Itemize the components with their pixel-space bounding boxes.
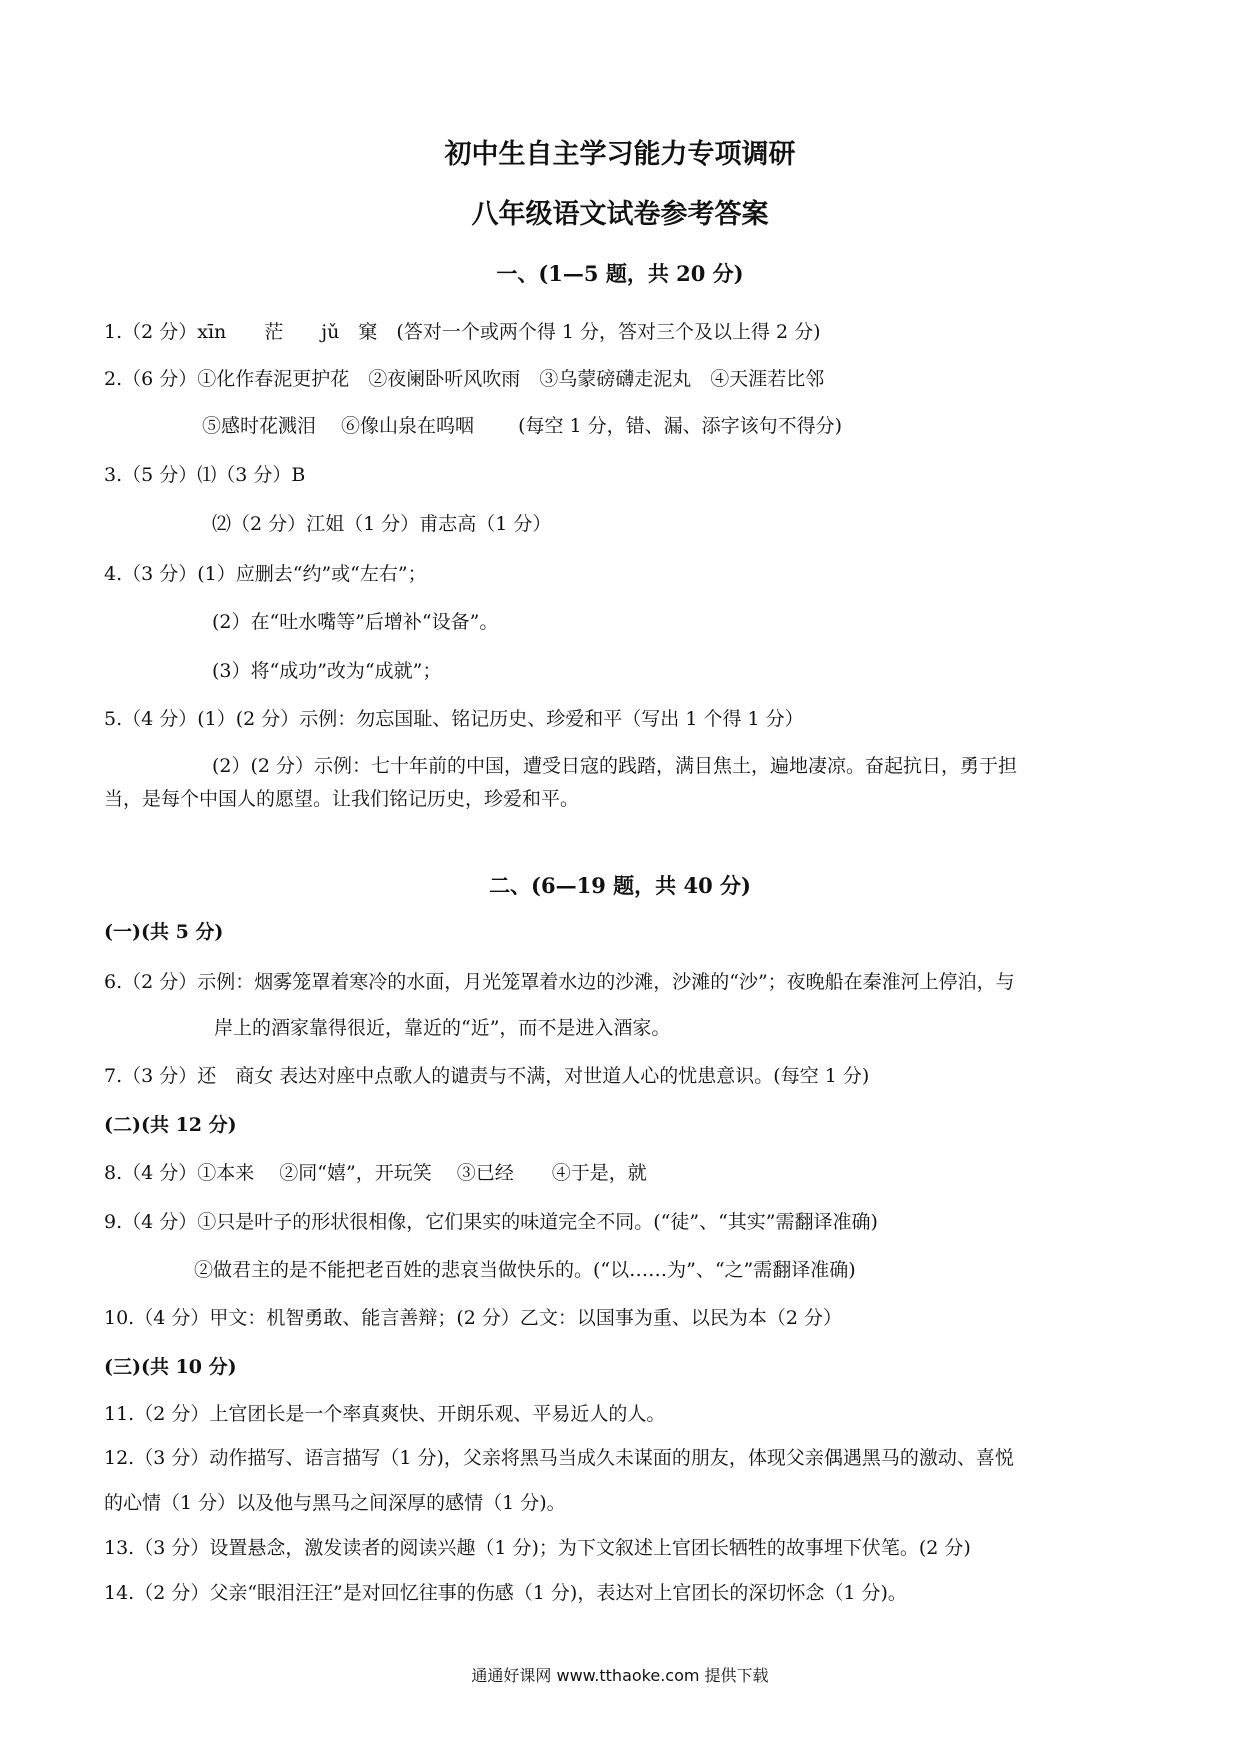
answer-line-q1: 1.（2 分）xīn 茫 jǔ 窠 (答对一个或两个得 1 分，答对三个及以上得 2 分) [104,321,821,343]
answer-line-q14: 14.（2 分）父亲“眼泪汪汪”是对回忆往事的伤感（1 分)，表达对上官团长的深切怀念（1 分)。 [104,1582,907,1604]
answer-line-q10: 10.（4 分）甲文：机智勇敢、能言善辩；(2 分）乙文：以国事为重、以民为本（2 分） [104,1307,843,1329]
answer-line-q4a: 4.（3 分）(1）应删去“约”或“左右”； [104,563,427,585]
answer-line-q3b: ⑵（2 分）江姐（1 分）甫志高（1 分） [212,513,552,535]
answer-line-q13: 13.（3 分）设置悬念，激发读者的阅读兴趣（1 分)；为下文叙述上官团长牺牲的故事埋下伏笔。(2 分) [104,1537,971,1559]
answer-line-q12a: 12.（3 分）动作描写、语言描写（1 分)，父亲将黑马当成久未谋面的朋友，体现父亲偶遇黑马的激动、喜悦 [104,1447,1014,1469]
answer-line-q12b: 的心情（1 分）以及他与黑马之间深厚的感情（1 分)。 [104,1492,566,1514]
answer-line-q8: 8.（4 分）①本来 ②同“嬉”，开玩笑 ③已经 ④于是，就 [104,1162,647,1184]
answer-line-q3a: 3.（5 分）⑴（3 分）B [104,464,306,486]
answer-line-q6b: 岸上的酒家靠得很近，靠近的“近”，而不是进入酒家。 [214,1017,671,1039]
section-heading-2: 二、(6—19 题，共 40 分) [489,873,751,898]
answer-line-q7: 7.（3 分）还 商女 表达对座中点歌人的谴责与不满，对世道人心的忧患意识。(每空 1 分) [104,1065,870,1087]
answer-line-q11: 11.（2 分）上官团长是一个率真爽快、开朗乐观、平易近人的人。 [104,1403,666,1425]
answer-line-q4c: (3）将“成功”改为“成就”； [212,660,442,682]
section-heading-1: 一、(1—5 题，共 20 分) [496,261,744,286]
answer-line-q4b: (2）在“吐水嘴等”后增补“设备”。 [212,611,499,633]
doc-subtitle: 八年级语文试卷参考答案 [471,199,769,230]
part-heading-2: (二)(共 12 分) [104,1114,237,1136]
answer-line-q5c: 当，是每个中国人的愿望。让我们铭记历史，珍爱和平。 [104,788,580,810]
part-heading-1: (一)(共 5 分) [104,921,224,943]
answer-line-q2b: ⑤感时花溅泪 ⑥像山泉在呜咽 (每空 1 分，错、漏、添字该句不得分) [202,415,843,437]
answer-line-q6a: 6.（2 分）示例：烟雾笼罩着寒冷的水面，月光笼罩着水边的沙滩，沙滩的“沙”；夜晚船在秦淮河上停泊，与 [104,971,1015,993]
answer-line-q2a: 2.（6 分）①化作春泥更护花 ②夜阑卧听风吹雨 ③乌蒙磅礴走泥丸 ④天涯若比邻 [104,368,825,390]
answer-line-q5a: 5.（4 分）(1）(2 分）示例：勿忘国耻、铭记历史、珍爱和平（写出 1 个得 1 分） [104,708,804,730]
page-footer: 通通好课网 www.tthaoke.com 提供下载 [471,1666,769,1685]
part-heading-3: (三)(共 10 分) [104,1356,237,1378]
answer-line-q9b: ②做君主的是不能把老百姓的悲哀当做快乐的。(“以……为”、“之”需翻译准确) [194,1259,856,1281]
answer-line-q5b: (2）(2 分）示例：七十年前的中国，遭受日寇的践踏，满目焦土，遍地凄凉。奋起抗日，勇于担 [212,755,1018,777]
doc-title: 初中生自主学习能力专项调研 [444,139,796,170]
answer-line-q9a: 9.（4 分）①只是叶子的形状很相像，它们果实的味道完全不同。(“徒”、“其实”需翻译准确) [104,1211,878,1233]
